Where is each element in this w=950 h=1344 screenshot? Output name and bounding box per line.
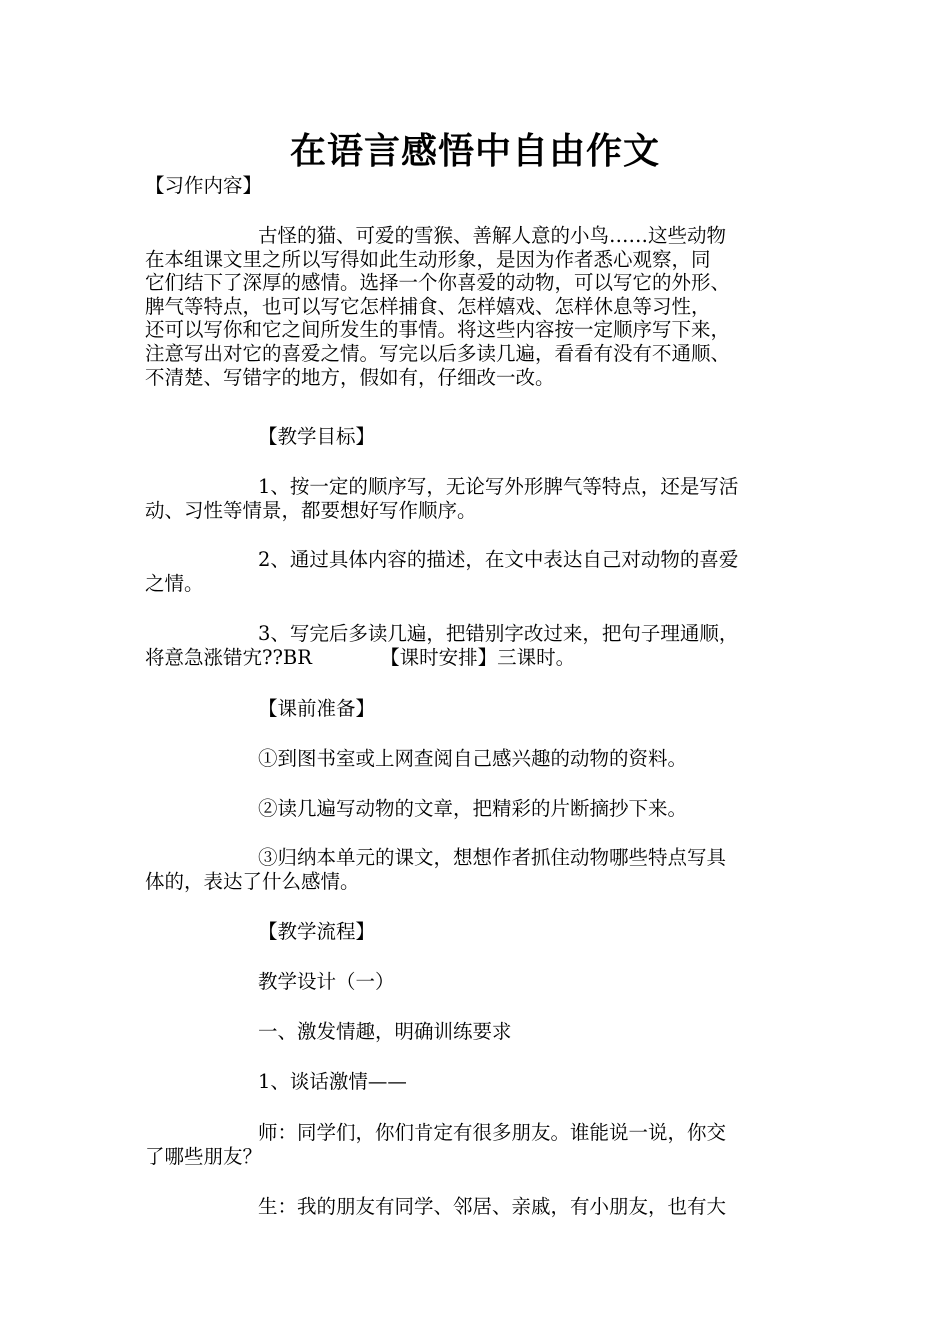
text-line: 了哪些朋友？ [145, 1144, 263, 1168]
text-line: 之情。 [145, 571, 204, 595]
text-line: 【教学流程】 [258, 920, 376, 943]
paragraph-prep-1 [145, 747, 805, 771]
paragraph-assignment [145, 224, 805, 389]
section-heading-assignment [145, 174, 805, 198]
text-line: 【教学目标】 [258, 425, 376, 448]
text-line: ②读几遍写动物的文章，把精彩的片断摘抄下来。 [258, 797, 688, 820]
text-line: 1、谈话激情—— [258, 1070, 407, 1093]
paragraph-step-1 [145, 1020, 805, 1044]
text-line: 生：我的朋友有同学、邻居、亲戚，有小朋友，也有大 [258, 1195, 727, 1218]
text-line: 师：同学们，你们肯定有很多朋友。谁能说一说，你交 [258, 1121, 727, 1144]
text-line: 【课前准备】 [258, 697, 376, 720]
text-line: 2、通过具体内容的描述，在文中表达自己对动物的喜爱 [258, 548, 739, 571]
text-line: 注意写出对它的喜爱之情。写完以后多读几遍，看看有没有不通顺、 [145, 341, 731, 365]
paragraph-prep-3 [145, 846, 805, 893]
document-title: 在语言感悟中自由作文 [289, 130, 660, 172]
paragraph-step-1-1 [145, 1070, 805, 1094]
text-line: 动、习性等情景，都要想好写作顺序。 [145, 498, 477, 522]
paragraph-design-1 [145, 970, 805, 994]
text-line: ①到图书室或上网查阅自己感兴趣的动物的资料。 [258, 747, 688, 770]
text-line: ③归纳本单元的课文，想想作者抓住动物哪些特点写具 [258, 846, 727, 869]
text-line: 将意急涨错宄??BR 【课时安排】三课时。 [145, 645, 576, 669]
paragraph-teacher [145, 1121, 805, 1168]
text-line: 一、激发情趣，明确训练要求 [258, 1020, 512, 1043]
paragraph-prep-2 [145, 797, 805, 821]
paragraph-goal-3 [145, 622, 805, 669]
text-line: 教学设计（一） [258, 970, 395, 993]
section-heading-preparation [145, 697, 805, 721]
paragraph-student [145, 1195, 805, 1219]
section-heading-process [145, 920, 805, 944]
text-line: 在本组课文里之所以写得如此生动形象，是因为作者悉心观察，同 [145, 247, 711, 271]
text-line: 不清楚、写错字的地方，假如有，仔细改一改。 [145, 365, 555, 389]
text-line: 它们结下了深厚的感情。选择一个你喜爱的动物，可以写它的外形、 [145, 271, 731, 295]
paragraph-goal-2 [145, 548, 805, 595]
text-line: 1、按一定的顺序写，无论写外形脾气等特点，还是写活 [258, 475, 739, 498]
section-heading-goals [145, 425, 805, 449]
paragraph-goal-1 [145, 475, 805, 522]
text-line: 【习作内容】 [145, 174, 263, 197]
text-line: 3、写完后多读几遍，把错别字改过来，把句子理通顺， [258, 622, 739, 645]
text-line: 脾气等特点，也可以写它怎样捕食、怎样嬉戏、怎样休息等习性， [145, 294, 711, 318]
text-line: 还可以写你和它之间所发生的事情。将这些内容按一定顺序写下来， [145, 318, 731, 342]
text-line: 体的，表达了什么感情。 [145, 869, 360, 893]
text-line: 古怪的猫、可爱的雪猴、善解人意的小鸟……这些动物 [258, 224, 727, 247]
